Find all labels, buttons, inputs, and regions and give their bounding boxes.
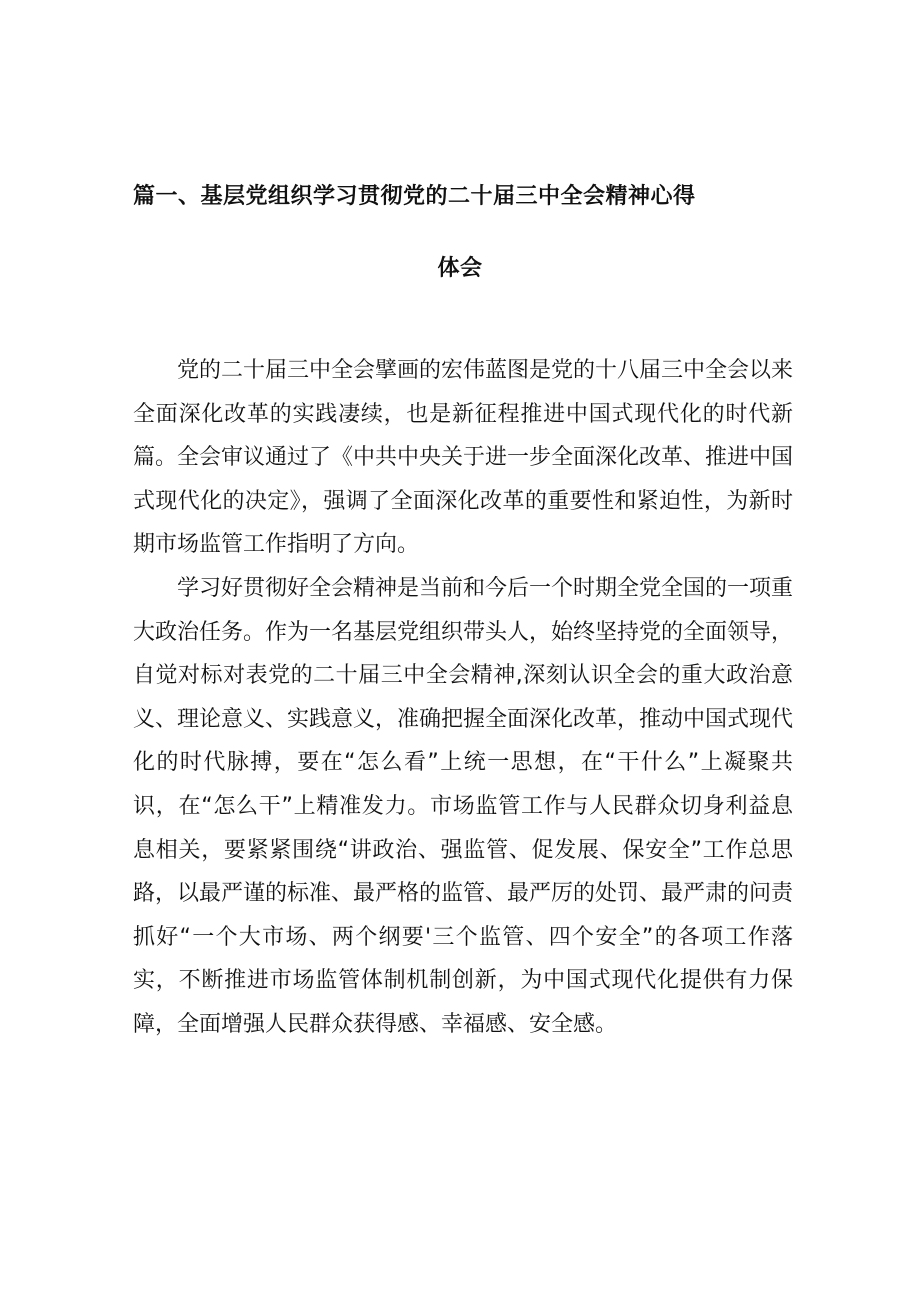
body-paragraph-2: 学习好贯彻好全会精神是当前和今后一个时期全党全国的一项重大政治任务。作为一名基层党组织带头人，始终坚持党的全面领导，自觉对标对表党的二十届三中全会精神,深刻认识全会的重大政治意义、理论意义、实践意义，准确把握全面深化改革，推动中国式现代化的时代脉搏，要在“怎么看”上统一思想，在“干什么”上凝聚共识，在“怎么干”上精准发力。市场监管工作与人民群众切身利益息息相关，要紧紧围绕“讲政治、强监管、促发展、保安全”工作总思路，以最严谨的标准、最严格的监管、最严厉的处罚、最严肃的问责抓好“一个大市场、两个纲要'三个监管、四个安全”的各项工作落实，不断推进市场监管体制机制创新，为中国式现代化提供有力保障，全面增强人民群众获得感、幸福感、安全感。	[133, 575, 794, 1037]
document-body	[133, 349, 793, 1047]
document-title-line-1: 篇一、基层党组织学习贯彻党的二十届三中全会精神心得	[133, 184, 696, 209]
body-paragraph-1: 党的二十届三中全会擘画的宏伟蓝图是党的十八届三中全会以来全面深化改革的实践凄续，也是新征程推进中国式现代化的时代新篇。全会审议通过了《中共中央关于进一步全面深化改革、推进中国式现代化的决定》，强调了全面深化改革的重要性和紧迫性，为新时期市场监管工作指明了方向。	[133, 358, 794, 558]
document-title-line-2: 体会	[437, 256, 483, 281]
